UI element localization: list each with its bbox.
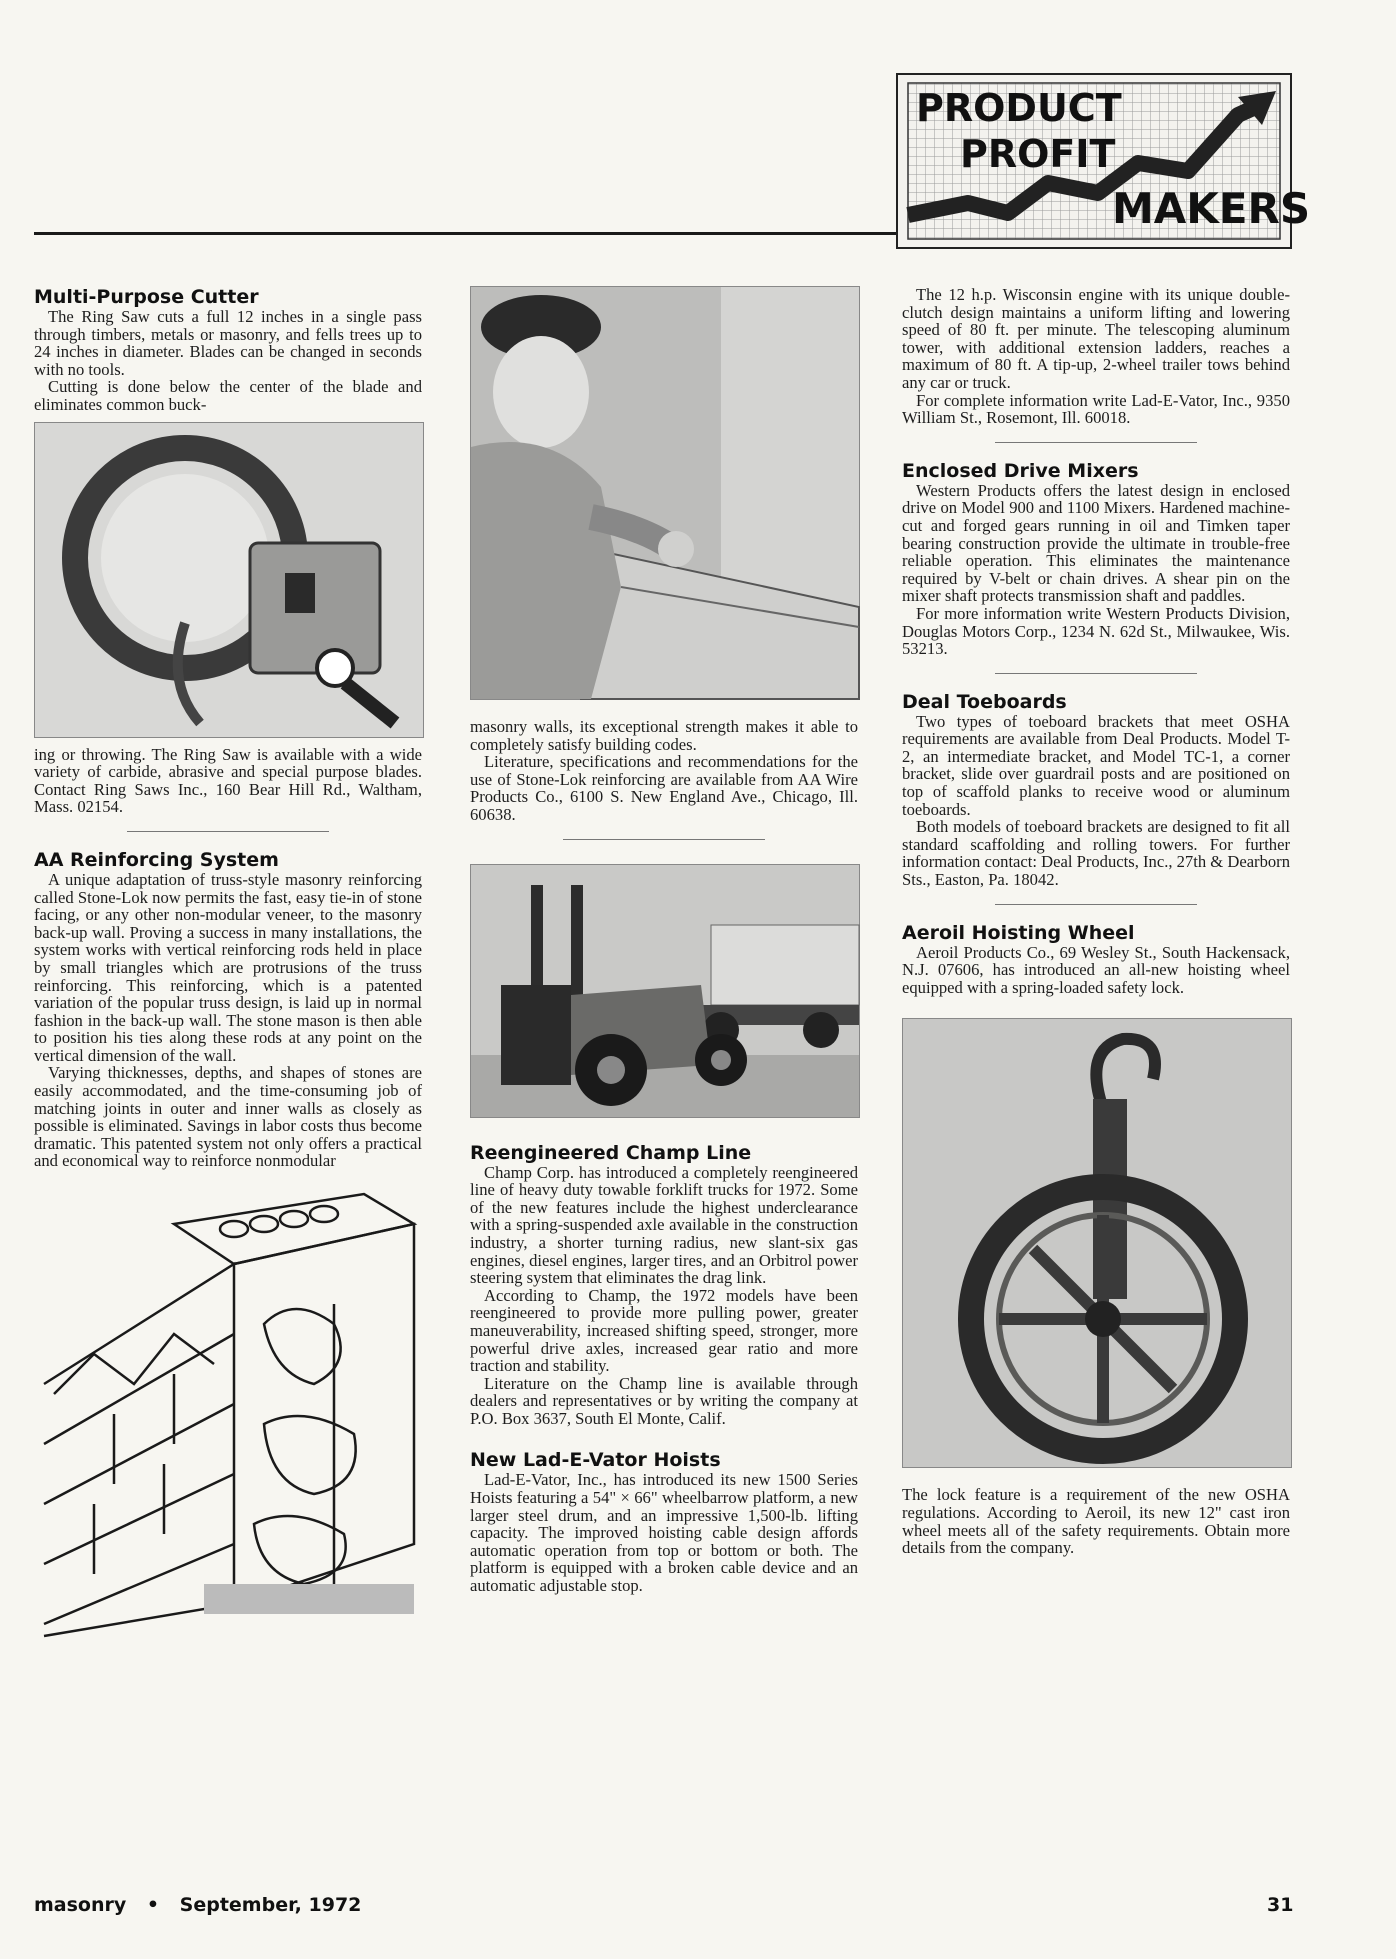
footer-bullet: • [146, 1894, 160, 1916]
issue-date: September, 1972 [179, 1894, 362, 1916]
multi-purpose-cutter-p3: ing or throwing. The Ring Saw is available with a wide variety of carbide, abrasive and special purpose blades. Contact Ring Saws Inc., 160 Bear Hill Rd., Waltham, Mass. 02154. [34, 744, 422, 817]
page-number: 31 [1267, 1894, 1294, 1916]
aa-reinforcing-p3: masonry walls, its exceptional strength makes it able to completely satisfy building codes. [470, 717, 858, 754]
footer-publication [34, 1894, 361, 1916]
aa-reinforcing-title: AA Reinforcing System [34, 848, 279, 871]
lad-e-vator-p1: Lad-E-Vator, Inc., has introduced its new 1500 Series Hoists featuring a 54" × 66" wheelbarrow platform, a new larger steel drum, and an impressive 1,500-lb. lifting capacity. The improved hoisting cable design affords automatic operation from top or bottom or both. The platform is equipped with a broken cable device and an automatic adjustable stop. [470, 1470, 858, 1596]
deal-toeboards-p1: Two types of toeboard brackets that meet OSHA requirements are available from Deal Products. Model T-2, an intermediate bracket, and Model TC-1, a corner bracket, slide over guardrail posts and are positioned on top of scaffold planks to receive wood or aluminum toeboards. [902, 711, 1290, 819]
svg-text:PROFIT: PROFIT [960, 132, 1116, 176]
aeroil-p2: The lock feature is a requirement of the new OSHA regulations. According to Aeroil, its new 12" cast iron wheel meets all of the safety requirements. Obtain more details from the company. [902, 1485, 1290, 1558]
lad-e-vator-p2: The 12 h.p. Wisconsin engine with its unique double-clutch design maintains a uniform lifting and lowering speed of 80 ft. per minute. The telescoping aluminum tower, with additional extension ladders, reaches a maximum of 80 ft. A tip-up, 2-wheel trailer tows behind any car or truck. [902, 285, 1290, 392]
deal-toeboards-title: Deal Toeboards [902, 690, 1067, 713]
svg-text:MAKERS: MAKERS [1112, 184, 1311, 233]
aeroil-p1: Aeroil Products Co., 69 Wesley St., South Hackensack, N.J. 07606, has introduced an all-new hoisting wheel equipped with a spring-loaded safety lock. [902, 942, 1290, 997]
multi-purpose-cutter-title: Multi-Purpose Cutter [34, 286, 259, 308]
column-1 [34, 286, 422, 1636]
svg-text:PRODUCT: PRODUCT [916, 86, 1122, 130]
hoisting-wheel-photo [902, 1018, 1292, 1468]
multi-purpose-cutter-p2: Cutting is done below the center of the blade and eliminates common buck- [34, 377, 422, 414]
separator [563, 839, 765, 840]
separator [995, 673, 1197, 674]
champ-line-title: Reengineered Champ Line [470, 1141, 752, 1164]
aeroil-title: Aeroil Hoisting Wheel [902, 921, 1135, 944]
mason-at-wall-photo [470, 286, 860, 700]
multi-purpose-cutter-p1: The Ring Saw cuts a full 12 inches in a single pass through timbers, metals or masonry, and fells trees up to 24 inches in diameter. Blades can be changed in seconds with no tools. [34, 307, 422, 379]
deal-toeboards-p2: Both models of toeboard brackets are designed to fit all standard scaffolding and rolling towers. For further information contact: Deal Products, Inc., 27th & Dearborn Sts., Easton, Pa. 18042. [902, 817, 1291, 890]
aa-reinforcing-p4: Literature, specifications and recommendations for the use of Stone-Lok reinforcing are available from AA Wire Products Co., 6100 S. New England Ave., Chicago, Ill. 60638. [470, 752, 858, 824]
column-2 [470, 286, 858, 1595]
aa-reinforcing-p2: Varying thicknesses, depths, and shapes of stones are easily accommodated, and the time-consuming job of matching joints in outer and inner walls as closely as possible is eliminated. Savings in labor costs thus become dramatic. This patented system not only offers a practical and economical way to reinforce nonmodular [34, 1063, 422, 1171]
champ-line-p2: According to Champ, the 1972 models have been reengineered to provide more pulling power, greater maneuverability, increased shifting speed, stronger, more powerful drive axles, increased gear ratio and more traction and stability. [470, 1285, 858, 1376]
enclosed-drive-title: Enclosed Drive Mixers [902, 459, 1139, 482]
separator [127, 831, 329, 832]
separator [995, 904, 1197, 905]
enclosed-drive-p1: Western Products offers the latest design in enclosed drive on Model 900 and 1100 Mixers. Hardened machine-cut and forged gears running in oil and Timken taper bearing construction provide the ultimate in trouble-free reliable operation. This eliminates the maintenance required by V-belt or chain drives. A shear pin on the mixer shaft protects transmission shaft and paddles. [902, 480, 1290, 606]
stone-lok-wall-drawing [34, 1184, 422, 1636]
aa-reinforcing-p1: A unique adaptation of truss-style masonry reinforcing called Stone-Lok now permits the fast, easy tie-in of stone facing, or any other non-modular veneer, to the masonry back-up wall. Proving a success in many installations, the system works with vertical reinforcing rods held in place by small triangles which are protrusions of the truss reinforcing. This reinforcing, which is a patented variation of the popular truss design, is laid up in normal fashion in the back-up wall. The stone mason is then able to position his ties along these rods at any point on the vertical dimension of the wall. [34, 869, 422, 1065]
ring-saw-photo [34, 422, 424, 738]
champ-line-p1: Champ Corp. has introduced a completely reengineered line of heavy duty towable forklift trucks for 1972. Some of the new features include the highest underclearance with a spring-suspended axle available in the construction industry, a shorter turning radius, new slant-six gas engines, diesel engines, larger tires, and an Orbitrol power steering system that eliminates the drag link. [470, 1162, 858, 1288]
separator [995, 442, 1197, 443]
lad-e-vator-title: New Lad-E-Vator Hoists [470, 1449, 721, 1472]
product-profit-makers-logo [896, 73, 1311, 249]
publication-name: masonry [34, 1894, 127, 1916]
column-3 [902, 286, 1290, 1557]
forklift-photo [470, 864, 860, 1118]
header-rule [34, 232, 896, 235]
champ-line-p3: Literature on the Champ line is available through dealers and representatives or by writing the company at P.O. Box 3637, South El Monte, Calif. [470, 1373, 858, 1428]
enclosed-drive-p2: For more information write Western Products Division, Douglas Motors Corp., 1234 N. 62d St., Milwaukee, Wis. 53213. [902, 603, 1290, 659]
lad-e-vator-p3: For complete information write Lad-E-Vator, Inc., 9350 William St., Rosemont, Ill. 60018. [902, 390, 1290, 428]
